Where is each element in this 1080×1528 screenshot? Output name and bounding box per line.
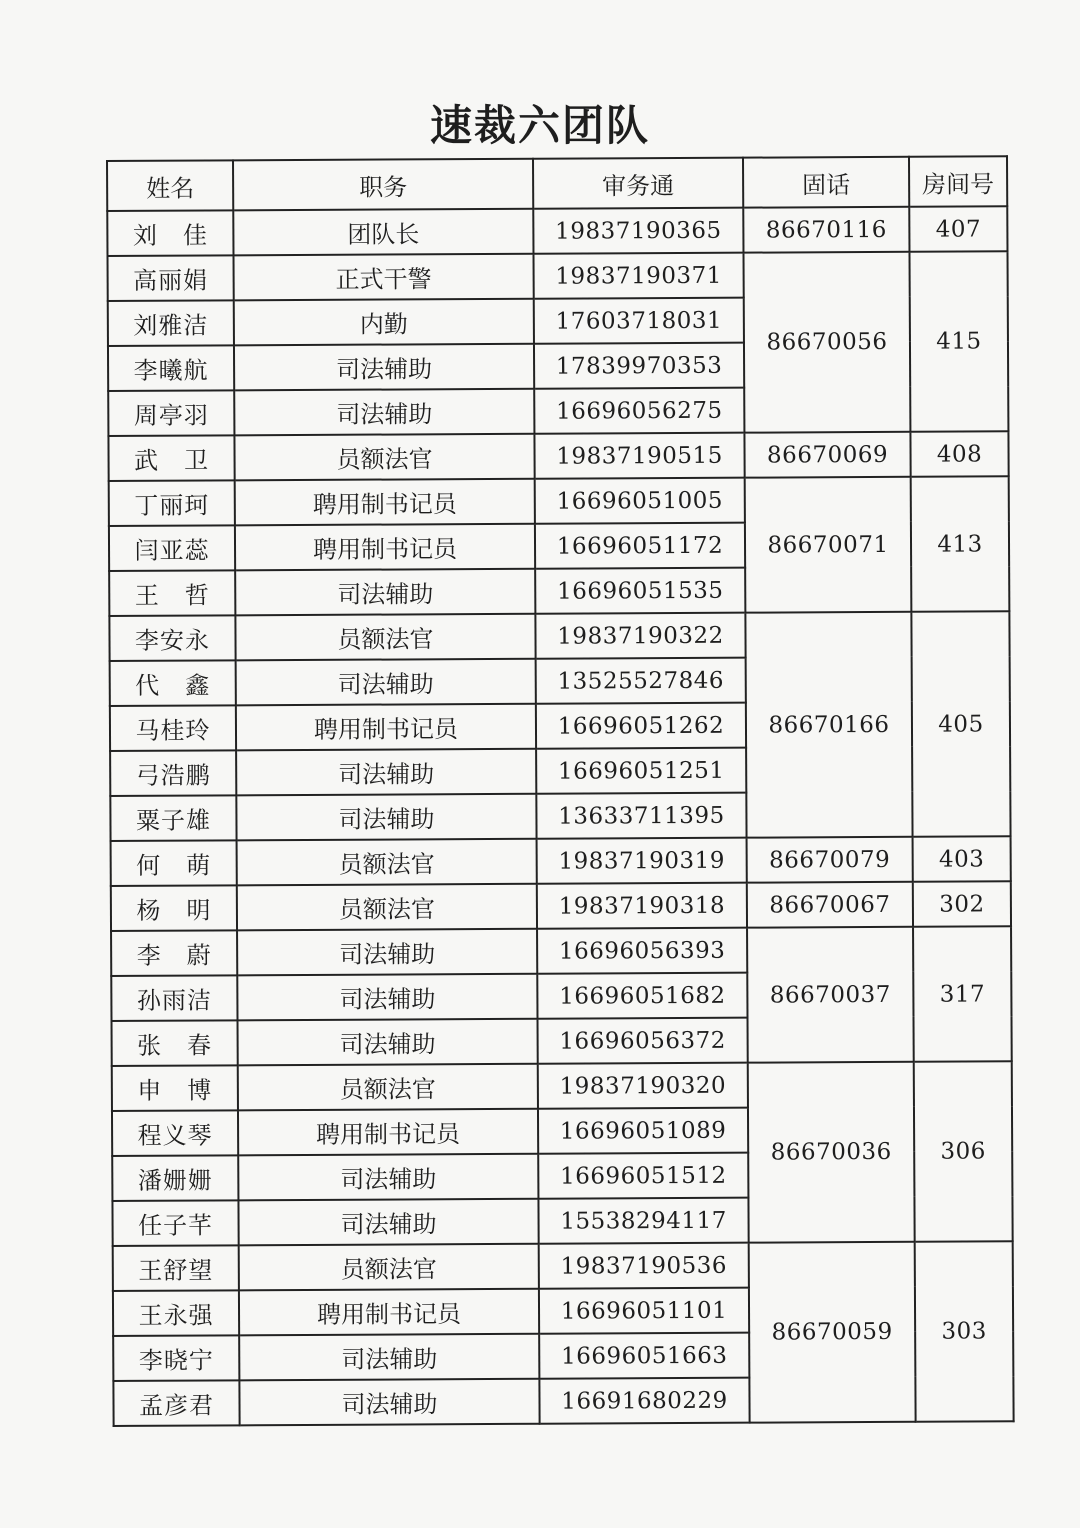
group-landline: 86670067 <box>747 882 913 928</box>
member-mobile: 16696056372 <box>538 1018 748 1064</box>
group-room: 303 <box>915 1241 1014 1422</box>
member-role: 司法辅助 <box>236 749 536 796</box>
table-body <box>107 206 1013 1426</box>
member-name: 丁丽珂 <box>109 480 235 526</box>
member-role: 司法辅助 <box>236 794 536 841</box>
member-role: 员额法官 <box>237 839 537 886</box>
member-mobile: 19837190319 <box>537 838 747 884</box>
member-name: 任子芊 <box>112 1200 238 1246</box>
table-row <box>111 881 1011 931</box>
member-mobile: 19837190515 <box>534 433 744 479</box>
header-phone: 固话 <box>743 157 909 208</box>
member-role: 司法辅助 <box>237 929 537 976</box>
group-landline: 86670166 <box>745 612 912 838</box>
member-name: 王 哲 <box>109 570 235 616</box>
member-role: 司法辅助 <box>238 1019 538 1066</box>
page-title: 速裁六团队 <box>429 101 650 150</box>
member-role: 司法辅助 <box>237 974 537 1021</box>
table-row <box>111 926 1011 976</box>
member-mobile: 16696051262 <box>536 703 746 749</box>
member-mobile: 16691680229 <box>539 1378 749 1424</box>
group-room: 407 <box>909 206 1007 252</box>
contact-table <box>106 155 1015 1427</box>
member-name: 李 蔚 <box>111 930 237 976</box>
group-room: 415 <box>909 251 1008 432</box>
group-room: 408 <box>910 431 1008 477</box>
member-mobile: 13525527846 <box>536 658 746 704</box>
member-mobile: 16696051005 <box>535 478 745 524</box>
member-role: 司法辅助 <box>234 389 534 436</box>
member-name: 马桂玲 <box>110 705 236 751</box>
member-name: 刘雅洁 <box>108 300 234 346</box>
member-name: 杨 明 <box>111 885 237 931</box>
member-mobile: 17839970353 <box>534 343 744 389</box>
member-role: 员额法官 <box>238 1064 538 1111</box>
group-landline: 86670079 <box>747 837 913 883</box>
member-mobile: 19837190365 <box>533 208 743 254</box>
member-role: 员额法官 <box>234 434 534 481</box>
member-role: 司法辅助 <box>236 659 536 706</box>
group-room: 317 <box>913 926 1012 1062</box>
member-role: 聘用制书记员 <box>239 1289 539 1336</box>
member-name: 高丽娟 <box>108 255 234 301</box>
member-mobile: 15538294117 <box>538 1198 748 1244</box>
member-name: 孟彦君 <box>113 1380 239 1426</box>
group-landline: 86670059 <box>749 1242 916 1423</box>
member-name: 弓浩鹏 <box>110 750 236 796</box>
member-name: 潘姗姗 <box>112 1155 238 1201</box>
member-name: 周亭羽 <box>108 390 234 436</box>
member-mobile: 16696051089 <box>538 1108 748 1154</box>
member-mobile: 19837190318 <box>537 883 747 929</box>
member-name: 代 鑫 <box>110 660 236 706</box>
member-name: 何 萌 <box>111 840 237 886</box>
member-name: 张 春 <box>112 1020 238 1066</box>
member-role: 员额法官 <box>239 1244 539 1291</box>
member-name: 闫亚蕊 <box>109 525 235 571</box>
group-room: 403 <box>913 836 1011 882</box>
member-name: 李曦航 <box>108 345 234 391</box>
group-landline: 86670069 <box>744 432 910 478</box>
member-role: 司法辅助 <box>239 1334 539 1381</box>
member-role: 内勤 <box>234 299 534 346</box>
member-role: 聘用制书记员 <box>235 479 535 526</box>
group-room: 413 <box>911 476 1010 612</box>
group-room: 302 <box>913 881 1011 927</box>
member-name: 程义琴 <box>112 1110 238 1156</box>
member-role: 员额法官 <box>237 884 537 931</box>
member-role: 聘用制书记员 <box>235 524 535 571</box>
member-role: 聘用制书记员 <box>236 704 536 751</box>
member-role: 司法辅助 <box>239 1379 539 1426</box>
member-mobile: 16696051535 <box>535 568 745 614</box>
member-mobile: 13633711395 <box>536 793 746 839</box>
table-row <box>109 476 1009 526</box>
member-mobile: 16696051663 <box>539 1333 749 1379</box>
member-mobile: 19837190536 <box>539 1243 749 1289</box>
member-mobile: 16696051251 <box>536 748 746 794</box>
table-row <box>108 251 1008 301</box>
member-mobile: 16696051172 <box>535 523 745 569</box>
group-landline: 86670116 <box>743 207 909 253</box>
member-mobile: 16696051512 <box>538 1153 748 1199</box>
member-name: 王永强 <box>113 1290 239 1336</box>
group-room: 306 <box>914 1061 1013 1242</box>
header-name: 姓名 <box>107 160 233 211</box>
member-mobile: 19837190322 <box>535 613 745 659</box>
member-role: 正式干警 <box>234 254 534 301</box>
member-mobile: 16696051682 <box>537 973 747 1019</box>
member-name: 武 卫 <box>108 435 234 481</box>
table-row <box>112 1061 1012 1111</box>
member-name: 王舒望 <box>113 1245 239 1291</box>
member-role: 司法辅助 <box>235 569 535 616</box>
table-row <box>107 206 1007 256</box>
header-role: 职务 <box>233 159 533 211</box>
table-row <box>113 1241 1013 1291</box>
member-role: 聘用制书记员 <box>238 1109 538 1156</box>
group-landline: 86670037 <box>747 927 914 1063</box>
member-name: 孙雨洁 <box>111 975 237 1021</box>
table-row <box>111 836 1011 886</box>
member-role: 司法辅助 <box>234 344 534 391</box>
header-row <box>107 156 1007 211</box>
member-mobile: 19837190371 <box>533 253 743 299</box>
table-row <box>109 611 1009 661</box>
member-mobile: 19837190320 <box>538 1063 748 1109</box>
member-name: 李晓宁 <box>113 1335 239 1381</box>
header-mobile: 审务通 <box>533 158 743 209</box>
group-landline: 86670036 <box>748 1062 915 1243</box>
member-role: 员额法官 <box>235 614 535 661</box>
group-landline: 86670056 <box>743 252 910 433</box>
group-room: 405 <box>911 611 1010 837</box>
member-mobile: 16696051101 <box>539 1288 749 1334</box>
member-mobile: 16696056393 <box>537 928 747 974</box>
member-name: 刘 佳 <box>107 210 233 256</box>
member-name: 粟子雄 <box>110 795 236 841</box>
member-mobile: 16696056275 <box>534 388 744 434</box>
member-name: 李安永 <box>109 615 235 661</box>
member-role: 司法辅助 <box>238 1154 538 1201</box>
contact-sheet <box>106 155 1012 1420</box>
group-landline: 86670071 <box>745 477 912 613</box>
member-mobile: 17603718031 <box>534 298 744 344</box>
member-name: 申 博 <box>112 1065 238 1111</box>
table-row <box>108 431 1008 481</box>
header-room: 房间号 <box>909 156 1007 207</box>
member-role: 团队长 <box>233 209 533 256</box>
member-role: 司法辅助 <box>238 1199 538 1246</box>
